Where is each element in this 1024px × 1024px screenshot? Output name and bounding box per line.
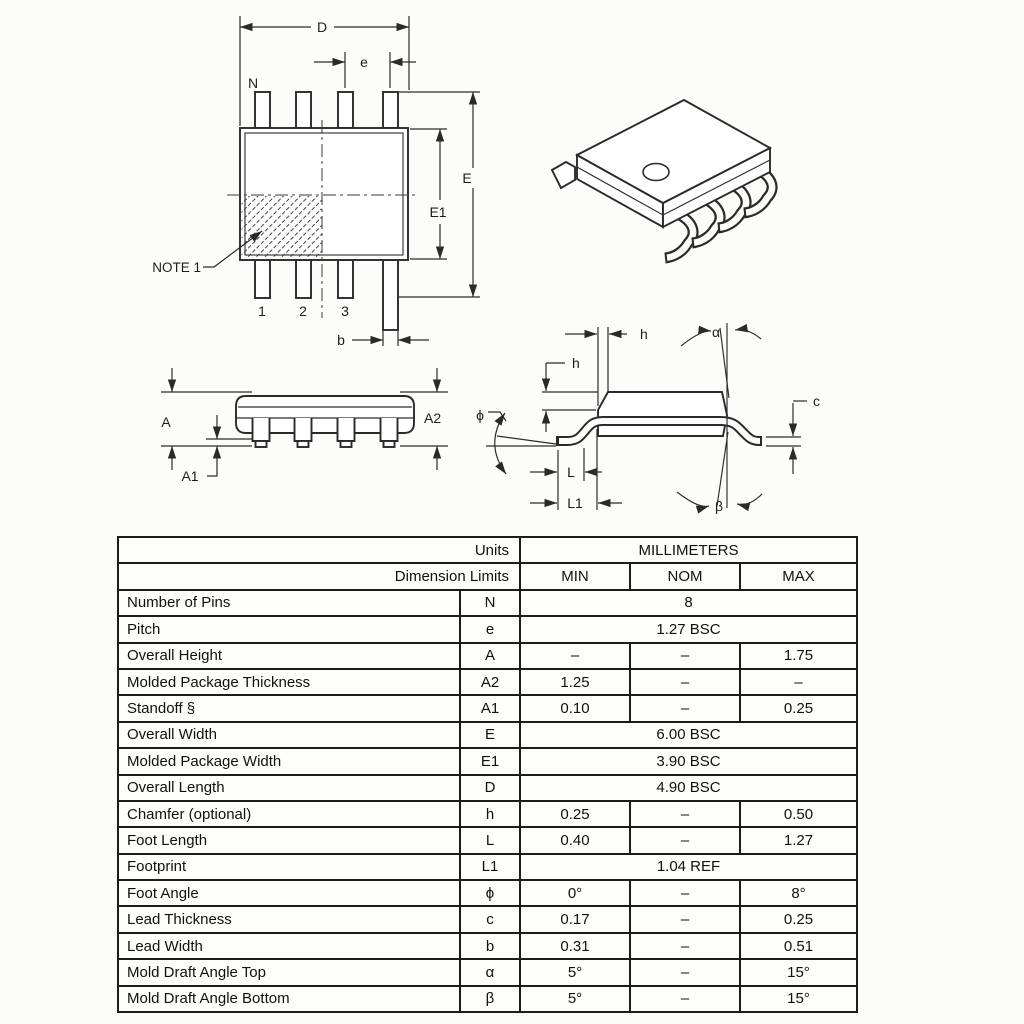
dim-a xyxy=(161,368,172,470)
dim-h-left-label: h xyxy=(572,355,580,371)
nom-value-cell: – xyxy=(630,827,740,853)
min-value-cell: 0.17 xyxy=(520,906,630,932)
symbol-cell: E xyxy=(460,722,520,748)
pin2-label: 2 xyxy=(299,303,307,319)
table-header-row-limits xyxy=(118,563,857,589)
note1-label: NOTE 1 xyxy=(152,260,201,275)
value-cell: 1.27 BSC xyxy=(520,616,857,642)
dim-a2-label: A2 xyxy=(424,410,442,426)
min-value-cell: 1.25 xyxy=(520,669,630,695)
symbol-cell: A1 xyxy=(460,695,520,721)
dimension-name-cell: Molded Package Width xyxy=(118,748,460,774)
table-row xyxy=(118,669,857,695)
table-row xyxy=(118,590,857,616)
value-cell: 3.90 BSC xyxy=(520,748,857,774)
symbol-cell: h xyxy=(460,801,520,827)
dimension-name-cell: Molded Package Thickness xyxy=(118,669,460,695)
table-row xyxy=(118,748,857,774)
top-view-figure xyxy=(118,6,500,358)
symbol-cell: b xyxy=(460,933,520,959)
min-value-cell: 0° xyxy=(520,880,630,906)
symbol-cell: E1 xyxy=(460,748,520,774)
value-cell: 1.04 REF xyxy=(520,854,857,880)
dimension-name-cell: Mold Draft Angle Bottom xyxy=(118,986,460,1012)
symbol-cell: A xyxy=(460,643,520,669)
min-value-cell: 5° xyxy=(520,959,630,985)
table-row xyxy=(118,933,857,959)
nom-value-cell: – xyxy=(630,695,740,721)
dimension-name-cell: Overall Length xyxy=(118,775,460,801)
dim-beta xyxy=(677,492,762,514)
max-value-cell: 1.75 xyxy=(740,643,857,669)
lead-detail-body xyxy=(598,392,727,436)
dim-e-label: e xyxy=(360,54,368,70)
table-row xyxy=(118,827,857,853)
max-header-cell: MAX xyxy=(740,563,857,589)
min-value-cell: 0.10 xyxy=(520,695,630,721)
isometric-view-figure xyxy=(533,86,835,276)
dim-e xyxy=(314,52,416,88)
dimension-name-cell: Footprint xyxy=(118,854,460,880)
dim-phi xyxy=(476,407,556,474)
dim-e1 xyxy=(410,129,453,259)
pin-n-label: N xyxy=(247,75,259,91)
dimension-table xyxy=(117,536,858,1013)
dimension-name-cell: Pitch xyxy=(118,616,460,642)
dimension-name-cell: Lead Width xyxy=(118,933,460,959)
dim-alpha-label: α xyxy=(711,324,721,340)
table-row xyxy=(118,695,857,721)
nom-header-cell: NOM xyxy=(630,563,740,589)
dim-a-label: A xyxy=(161,414,171,430)
table-row xyxy=(118,775,857,801)
table-row xyxy=(118,722,857,748)
dimension-limits-header-cell: Dimension Limits xyxy=(118,563,520,589)
table-row xyxy=(118,880,857,906)
nom-value-cell: – xyxy=(630,906,740,932)
symbol-cell: A2 xyxy=(460,669,520,695)
dimension-name-cell: Standoff § xyxy=(118,695,460,721)
side-view-figure xyxy=(152,352,462,494)
dimension-name-cell: Chamfer (optional) xyxy=(118,801,460,827)
dimension-name-cell: Mold Draft Angle Top xyxy=(118,959,460,985)
value-cell: 6.00 BSC xyxy=(520,722,857,748)
max-value-cell: 0.51 xyxy=(740,933,857,959)
table-row xyxy=(118,906,857,932)
min-value-cell: – xyxy=(520,643,630,669)
top-pins xyxy=(255,92,398,128)
nom-value-cell: – xyxy=(630,880,740,906)
symbol-cell: α xyxy=(460,959,520,985)
symbol-cell: ϕ xyxy=(460,880,520,906)
dimension-name-cell: Foot Angle xyxy=(118,880,460,906)
max-value-cell: 0.25 xyxy=(740,906,857,932)
max-value-cell: 0.50 xyxy=(740,801,857,827)
dim-beta-label: β xyxy=(714,498,724,514)
max-value-cell: 0.25 xyxy=(740,695,857,721)
symbol-cell: D xyxy=(460,775,520,801)
max-value-cell: 15° xyxy=(740,986,857,1012)
dimension-name-cell: Overall Width xyxy=(118,722,460,748)
table-row xyxy=(118,986,857,1012)
table-header-row-units xyxy=(118,537,857,563)
pin1-label: 1 xyxy=(258,303,266,319)
max-value-cell: – xyxy=(740,669,857,695)
table-row xyxy=(118,959,857,985)
dim-a1-label: A1 xyxy=(181,468,199,484)
pin3-label: 3 xyxy=(341,303,349,319)
note1-hatched-region xyxy=(242,196,322,258)
iso-corner-tab xyxy=(552,162,575,188)
nom-value-cell: – xyxy=(630,959,740,985)
min-value-cell: 5° xyxy=(520,986,630,1012)
millimeters-header-cell: MILLIMETERS xyxy=(520,537,857,563)
max-value-cell: 8° xyxy=(740,880,857,906)
units-header-cell: Units xyxy=(118,537,520,563)
dim-phi-label: ϕ xyxy=(476,407,484,423)
nom-value-cell: – xyxy=(630,933,740,959)
pin1-index-dot xyxy=(643,164,669,181)
dim-c xyxy=(766,393,820,474)
lead-detail-figure xyxy=(470,300,842,522)
min-value-cell: 0.31 xyxy=(520,933,630,959)
dim-c-label: c xyxy=(813,393,820,409)
nom-value-cell: – xyxy=(630,986,740,1012)
dim-h-top-label: h xyxy=(640,326,648,342)
dim-a2 xyxy=(424,368,441,470)
symbol-cell: β xyxy=(460,986,520,1012)
min-header-cell: MIN xyxy=(520,563,630,589)
table-row xyxy=(118,643,857,669)
dim-l1-label: L1 xyxy=(567,495,583,511)
dimension-name-cell: Lead Thickness xyxy=(118,906,460,932)
min-value-cell: 0.25 xyxy=(520,801,630,827)
bottom-pins xyxy=(255,260,398,330)
table-row xyxy=(118,801,857,827)
max-value-cell: 15° xyxy=(740,959,857,985)
dim-b-label: b xyxy=(337,332,345,348)
dimension-name-cell: Number of Pins xyxy=(118,590,460,616)
max-value-cell: 1.27 xyxy=(740,827,857,853)
dimension-name-cell: Overall Height xyxy=(118,643,460,669)
dim-e-overall-label: E xyxy=(462,170,472,186)
nom-value-cell: – xyxy=(630,643,740,669)
nom-value-cell: – xyxy=(630,801,740,827)
value-cell: 8 xyxy=(520,590,857,616)
dim-l-label: L xyxy=(567,464,575,480)
symbol-cell: c xyxy=(460,906,520,932)
min-value-cell: 0.40 xyxy=(520,827,630,853)
symbol-cell: N xyxy=(460,590,520,616)
dim-d-label: D xyxy=(316,19,328,35)
symbol-cell: L xyxy=(460,827,520,853)
dimension-name-cell: Foot Length xyxy=(118,827,460,853)
symbol-cell: e xyxy=(460,616,520,642)
value-cell: 4.90 BSC xyxy=(520,775,857,801)
symbol-cell: L1 xyxy=(460,854,520,880)
table-row xyxy=(118,616,857,642)
dim-a1 xyxy=(181,415,217,484)
nom-value-cell: – xyxy=(630,669,740,695)
table-row xyxy=(118,854,857,880)
dim-e1-label: E1 xyxy=(429,204,447,220)
dim-b xyxy=(337,331,429,348)
